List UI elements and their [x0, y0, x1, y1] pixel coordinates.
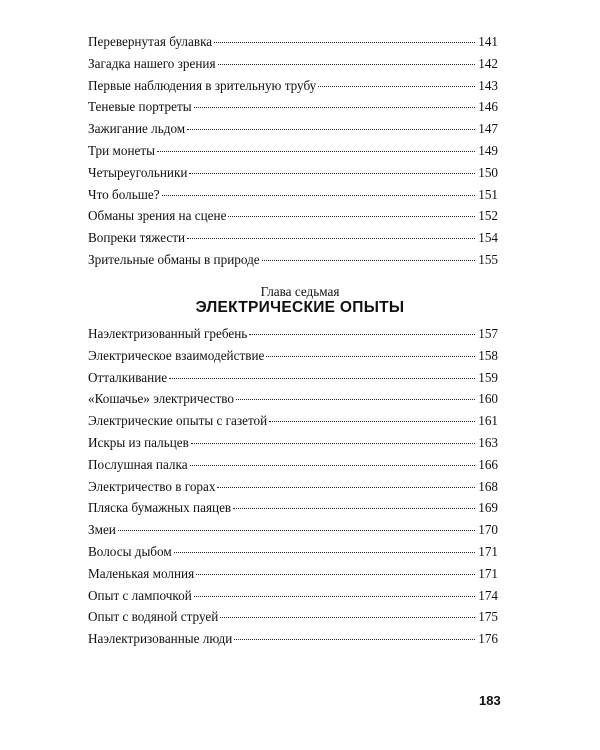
dot-leader [169, 377, 475, 379]
toc-entry-title: Что больше? [88, 186, 160, 202]
toc-entry-page: 141 [478, 34, 498, 49]
toc-entry-title: Электрические опыты с газетой [88, 413, 268, 429]
toc-entry-page: 152 [478, 208, 498, 224]
dot-leader [220, 616, 475, 618]
toc-entry-title: Наэлектризованный гребень [88, 326, 248, 341]
toc-entry-page: 174 [478, 587, 498, 603]
toc-entry [88, 563, 498, 585]
dot-leader [191, 442, 475, 444]
toc-entry [88, 323, 498, 345]
toc-entry-page: 157 [478, 326, 498, 341]
dot-leader [157, 150, 475, 152]
dot-leader [266, 355, 475, 357]
toc-entry-title: Пляска бумажных паяцев [88, 500, 232, 516]
toc-entry-title: Загадка нашего зрения [88, 55, 216, 71]
chapter-title: ЭЛЕКТРИЧЕСКИЕ ОПЫТЫ [195, 299, 405, 316]
dot-leader [194, 595, 475, 597]
toc-entry-title: Перевернутая булавка [88, 34, 213, 49]
toc-entry-title: Теневые портреты [88, 99, 192, 115]
toc-entry-title: Электрическое взаимодействие [88, 347, 265, 363]
toc-entry-page: 154 [478, 230, 498, 246]
toc-list-chapter-seven [88, 323, 498, 650]
dot-leader [174, 551, 476, 553]
toc-entry-page: 169 [478, 500, 498, 516]
toc-entry-page: 155 [478, 251, 498, 267]
toc-entry [88, 476, 498, 498]
toc-entry-title: Вопреки тяжести [88, 230, 186, 246]
toc-entry-title: Зрительные обманы в природе [88, 251, 260, 267]
toc-entry [88, 53, 498, 75]
dot-leader [262, 259, 476, 261]
toc-entry [88, 205, 498, 227]
toc-entry-title: Три монеты [88, 142, 155, 158]
toc-entry [88, 432, 498, 454]
toc-entry [88, 497, 498, 519]
toc-entry-page: 168 [478, 478, 498, 494]
toc-entry-page: 159 [478, 369, 498, 385]
toc-entry-page: 170 [478, 522, 498, 538]
dot-leader [190, 464, 476, 466]
toc-entry [88, 31, 498, 53]
toc-entry [88, 367, 498, 389]
toc-entry-title: Опыт с лампочкой [88, 587, 192, 603]
toc-entry-page: 147 [478, 121, 498, 137]
toc-entry-title: Зажигание льдом [88, 121, 186, 137]
toc-entry [88, 410, 498, 432]
dot-leader [187, 237, 475, 239]
dot-leader [189, 172, 475, 174]
toc-entry-page: 176 [478, 631, 498, 647]
chapter-label: Глава седьмая [260, 284, 340, 299]
toc-entry-page: 171 [478, 543, 498, 559]
toc-entry-title: Послушная палка [88, 456, 188, 472]
toc-entry [88, 628, 498, 650]
toc-entry-page: 143 [478, 77, 498, 93]
toc-list-previous-chapter [88, 31, 498, 271]
page-number: 183 [479, 693, 501, 708]
dot-leader [194, 106, 476, 108]
toc-entry-page: 149 [478, 142, 498, 158]
toc-entry [88, 345, 498, 367]
dot-leader [187, 128, 475, 130]
toc-entry [88, 118, 498, 140]
toc-entry-title: Электричество в горах [88, 478, 216, 494]
toc-entry-title: Отталкивание [88, 369, 168, 385]
dot-leader [162, 194, 476, 196]
toc-entry-page: 146 [478, 99, 498, 115]
toc-entry-title: Искры из пальцев [88, 434, 189, 450]
toc-entry-title: Волосы дыбом [88, 543, 172, 559]
dot-leader [228, 215, 475, 217]
dot-leader [118, 529, 475, 531]
toc-entry-page: 142 [478, 55, 498, 71]
toc-entry-page: 166 [478, 456, 498, 472]
toc-entry [88, 96, 498, 118]
toc-entry-title: Обманы зрения на сцене [88, 208, 227, 224]
toc-entry [88, 162, 498, 184]
dot-leader [269, 420, 475, 422]
dot-leader [233, 507, 475, 509]
toc-entry-page: 171 [478, 565, 498, 581]
toc-entry-title: Первые наблюдения в зрительную трубу [88, 77, 317, 93]
toc-entry-page: 163 [478, 434, 498, 450]
dot-leader [234, 638, 475, 640]
toc-entry-page: 160 [478, 391, 498, 407]
toc-entry [88, 249, 498, 271]
dot-leader [218, 63, 476, 65]
dot-leader [249, 333, 475, 335]
toc-entry-title: Опыт с водяной струей [88, 609, 219, 625]
dot-leader [318, 85, 475, 87]
toc-entry [88, 388, 498, 410]
toc-entry-title: Наэлектризованные люди [88, 631, 233, 647]
toc-entry-page: 158 [478, 347, 498, 363]
dot-leader [236, 398, 475, 400]
toc-entry [88, 541, 498, 563]
toc-entry [88, 184, 498, 206]
toc-entry [88, 519, 498, 541]
toc-entry-title: Змеи [88, 522, 116, 538]
toc-entry-page: 150 [478, 164, 498, 180]
toc-entry-page: 161 [478, 413, 498, 429]
toc-entry [88, 75, 498, 97]
toc-entry-title: Четыреугольники [88, 164, 188, 180]
toc-entry-title: Маленькая молния [88, 565, 195, 581]
toc-entry-page: 151 [478, 186, 498, 202]
toc-entry [88, 606, 498, 628]
toc-entry-title: «Кошачье» электричество [88, 391, 235, 407]
dot-leader [196, 573, 475, 575]
dot-leader [217, 486, 475, 488]
toc-entry [88, 585, 498, 607]
dot-leader [214, 41, 475, 43]
toc-entry [88, 227, 498, 249]
toc-entry-page: 175 [478, 609, 498, 625]
toc-entry [88, 454, 498, 476]
toc-entry [88, 140, 498, 162]
